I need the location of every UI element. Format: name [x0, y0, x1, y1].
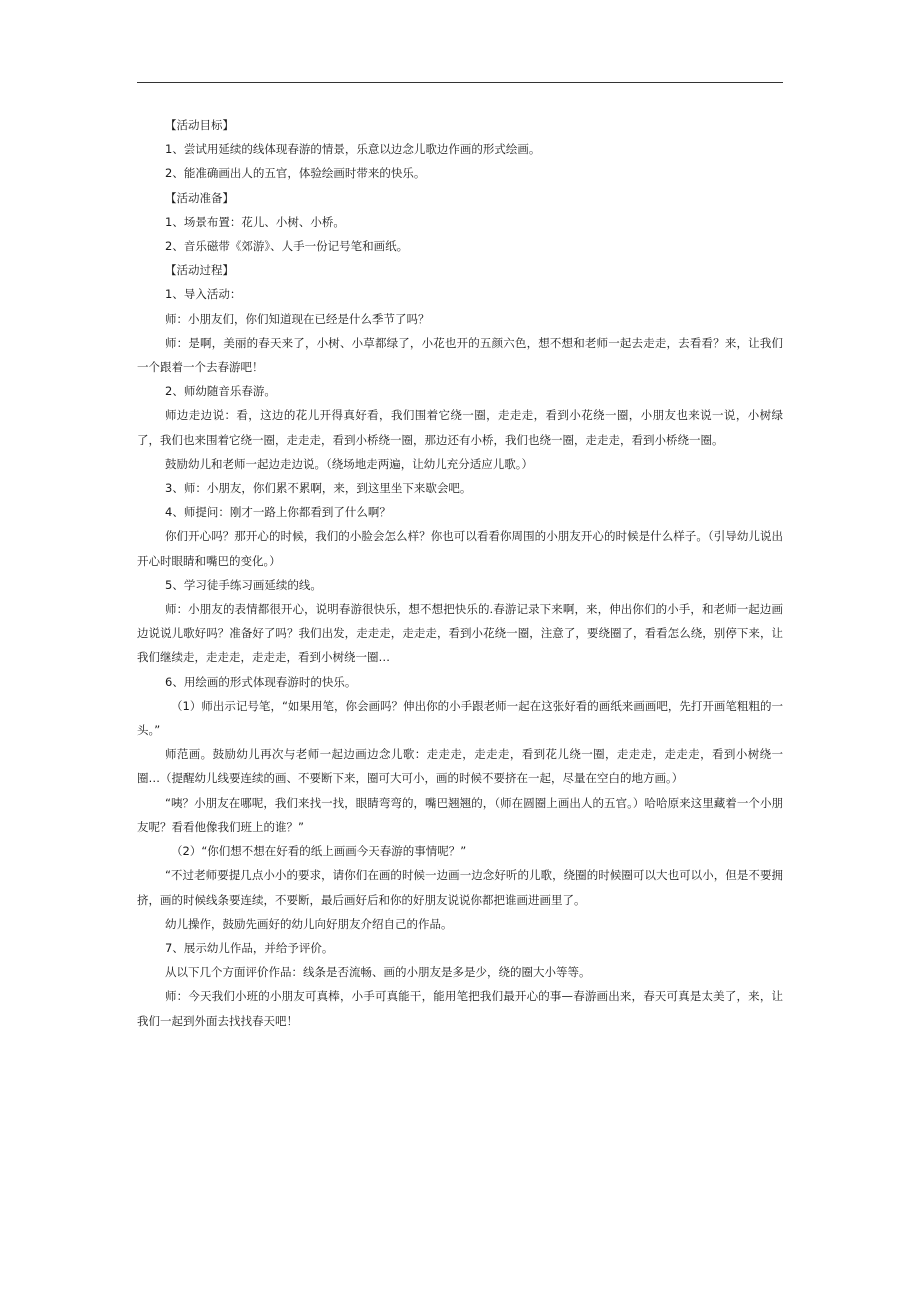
- paragraph: 1、导入活动：: [165, 287, 242, 302]
- paragraph: 师范画。鼓励幼儿再次与老师一起边画边念儿歌：走走走，走走走，看到花儿绕一圈，走走走，走走走，看到小树绕一圈…（提醒幼儿线要连续的画、不要断下来，圈可大可小，画的时候不要挤在一起，尽量在空白的地方画。）: [137, 747, 783, 786]
- section-heading-preparation: 【活动准备】: [165, 190, 234, 205]
- paragraph: 幼儿操作，鼓励先画好的幼儿向好朋友介绍自己的作品。: [165, 916, 453, 931]
- paragraph: “不过老师要提几点小小的要求，请你们在画的时候一边画一边念好听的儿歌，绕圈的时候圈可以大也可以小，但是不要拥挤，画的时候线条要连续，不要断，最后画好后和你的好朋友说说你都把谁画进画里了。: [137, 868, 783, 907]
- paragraph: 你们开心吗？那开心的时候，我们的小脸会怎么样？你也可以看看你周围的小朋友开心的时候是什么样子。（引导幼儿说出开心时眼睛和嘴巴的变化。）: [137, 529, 783, 568]
- paragraph: 2、师幼随音乐春游。: [165, 384, 276, 399]
- paragraph: 鼓励幼儿和老师一起边走边说。（绕场地走两遍，让幼儿充分适应儿歌。）: [165, 456, 533, 471]
- paragraph: 师：小朋友的表情都很开心，说明春游很快乐，想不想把快乐的.春游记录下来啊，来，伸出你们的小手，和老师一起边画边说说儿歌好吗？准备好了吗？我们出发，走走走，走走走，看到小花绕一圈，注意了，要绕圈了，看看怎么绕，别停下来，让我们继续走，走走走，走走走，看到小树绕一圈…: [137, 602, 783, 665]
- paragraph: 2、音乐磁带《郊游》、人手一份记号笔和画纸。: [165, 239, 409, 254]
- header-rule: [137, 82, 783, 83]
- paragraph: 师：今天我们小班的小朋友可真棒，小手可真能干，能用笔把我们最开心的事—春游画出来，春天可真是太美了，来，让我们一起到外面去找找春天吧！: [137, 989, 783, 1028]
- paragraph: 师：小朋友们，你们知道现在已经是什么季节了吗？: [165, 311, 430, 326]
- document-body: [137, 113, 783, 1033]
- paragraph: 1、尝试用延续的线体现春游的情景，乐意以边念儿歌边作画的形式绘画。: [165, 142, 541, 157]
- paragraph: 4、师提问：刚才一路上你都看到了什么啊？: [165, 505, 391, 520]
- section-heading-process: 【活动过程】: [165, 263, 234, 278]
- paragraph: “咦？小朋友在哪呢，我们来找一找，眼睛弯弯的，嘴巴翘翘的，（师在圆圈上画出人的五官。）哈哈原来这里藏着一个小朋友呢？看看他像我们班上的谁？”: [137, 795, 783, 834]
- paragraph: 从以下几个方面评价作品：线条是否流畅、画的小朋友是多是少，绕的圈大小等等。: [165, 965, 591, 980]
- paragraph: 2、能准确画出人的五官，体验绘画时带来的快乐。: [165, 166, 426, 181]
- paragraph: 3、师：小朋友，你们累不累啊，来，到这里坐下来歇会吧。: [165, 481, 472, 496]
- paragraph: 7、展示幼儿作品，并给予评价。: [165, 940, 334, 955]
- paragraph: 师边走边说：看，这边的花儿开得真好看，我们围着它绕一圈，走走走，看到小花绕一圈，小朋友也来说一说，小树绿了，我们也来围着它绕一圈，走走走，看到小桥绕一圈，那边还有小桥，我们也绕一圈，走走走，看到小桥绕一圈。: [137, 408, 783, 447]
- section-heading-goals: 【活动目标】: [165, 118, 234, 132]
- paragraph: 6、用绘画的形式体现春游时的快乐。: [165, 674, 357, 689]
- paragraph: 1、场景布置：花儿、小树、小桥。: [165, 214, 345, 229]
- paragraph: （2）“你们想不想在好看的纸上画画今天春游的事情呢？”: [171, 844, 467, 859]
- paragraph: 师：是啊，美丽的春天来了，小树、小草都绿了，小花也开的五颜六色，想不想和老师一起去走走，去看看？来，让我们一个跟着一个去春游吧！: [137, 335, 783, 375]
- paragraph: （1）师出示记号笔，“如果用笔，你会画吗？伸出你的小手跟老师一起在这张好看的画纸来画画吧，先打开画笔粗粗的一头。”: [137, 698, 783, 738]
- paragraph: 5、学习徒手练习画延续的线。: [165, 577, 322, 592]
